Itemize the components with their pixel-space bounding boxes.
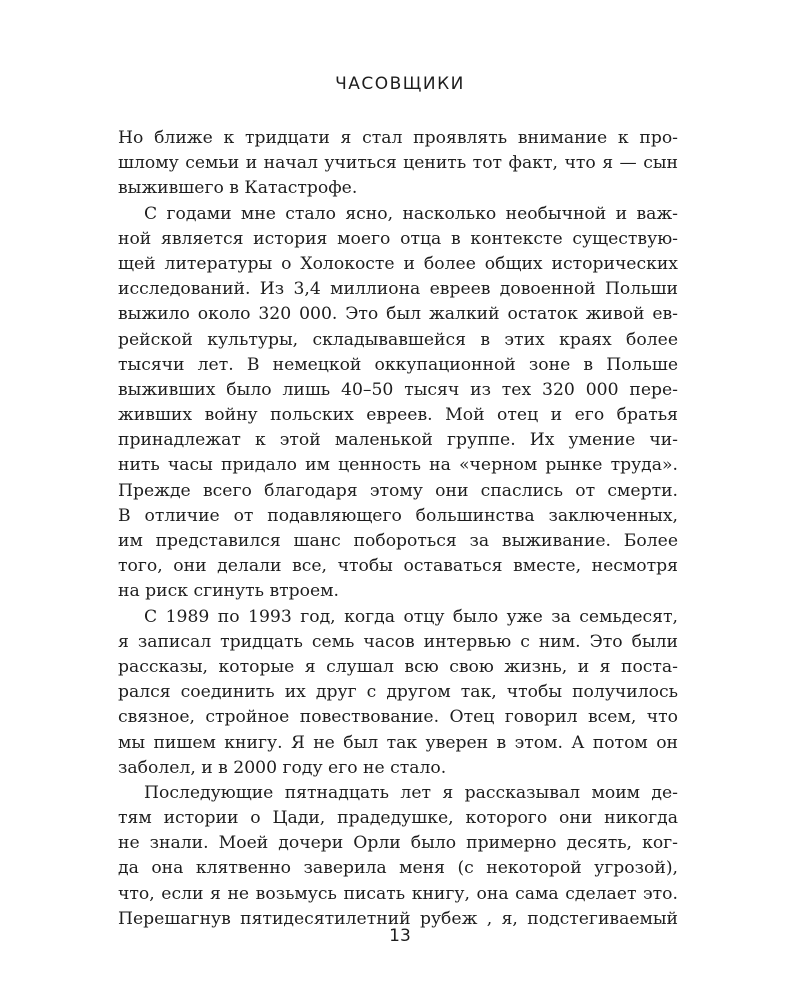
text-line: С 1989 по 1993 год, когда отцу было уже за семьдесят, (144, 606, 678, 627)
text-line: шлому семьи и начал учиться ценить тот факт, что я — сын (118, 153, 678, 174)
text-line: Прежде всего благодаря этому они спаслись от смерти. (118, 480, 678, 501)
text-line: рейской культуры, складывавшейся в этих краях более (118, 329, 678, 350)
text-line: им представился шанс побороться за выживание. Более (118, 531, 678, 551)
running-head: ЧАСОВЩИКИ (335, 74, 465, 94)
text-line: рался соединить их друг с другом так, чтобы получилось (118, 682, 678, 703)
text-line: ной является история моего отца в контексте существую- (118, 228, 678, 249)
text-line: на риск сгинуть втроем. (118, 581, 339, 602)
text-line: мы пишем книгу. Я не был так уверен в этом. А потом он (118, 732, 678, 753)
text-line: связное, стройное повествование. Отец говорил всем, что (118, 707, 678, 728)
text-line: выжило около 320 000. Это был жалкий остаток живой ев- (118, 304, 678, 325)
text-line: того, они делали все, чтобы оставаться вместе, несмотря (118, 556, 678, 577)
body-text (118, 126, 678, 932)
text-line: Но ближе к тридцати я стал проявлять внимание к про- (118, 128, 678, 148)
text-line: не знали. Моей дочери Орли было примерно десять, ког- (118, 833, 678, 854)
text-line: заболел, и в 2000 году его не стало. (118, 757, 447, 778)
text-line: выживших было лишь 40–50 тысяч из тех 320 000 пере- (118, 379, 678, 400)
text-line: Последующие пятнадцать лет я рассказывал моим де- (144, 782, 678, 803)
text-line: выжившего в Катастрофе. (118, 178, 358, 199)
text-line: да она клятвенно заверила меня (с некоторой угрозой), (118, 858, 678, 879)
text-line: Перешагнув пятидесятилетний рубеж , я, подстегиваемый (118, 908, 678, 929)
text-line: С годами мне стало ясно, насколько необычной и важ- (144, 203, 678, 224)
text-line: тям истории о Цади, прадедушке, которого они никогда (118, 808, 678, 829)
text-line: нить часы придало им ценность на «черном рынке труда». (118, 455, 678, 476)
text-line: рассказы, которые я слушал всю свою жизнь, и я поста- (118, 656, 678, 677)
text-line: что, если я не возьмусь писать книгу, она сама сделает это. (118, 883, 678, 904)
text-line: принадлежат к этой маленькой группе. Их умение чи- (118, 430, 678, 451)
text-line: В отличие от подавляющего большинства заключенных, (118, 505, 678, 526)
text-line: щей литературы о Холокосте и более общих исторических (118, 253, 678, 274)
text-line: я записал тридцать семь часов интервью с ним. Это были (118, 631, 678, 652)
text-line: исследований. Из 3,4 миллиона евреев довоенной Польши (118, 279, 678, 300)
page-number: 13 (389, 926, 411, 946)
text-line: тысячи лет. В немецкой оккупационной зоне в Польше (118, 354, 678, 375)
text-line: живших войну польских евреев. Мой отец и его братья (118, 405, 678, 426)
